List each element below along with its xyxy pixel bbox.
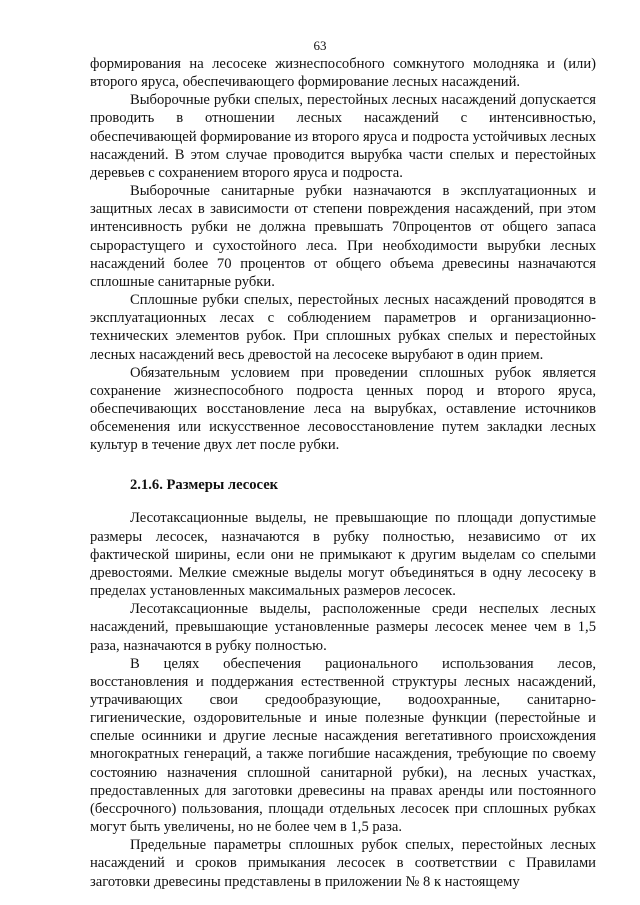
paragraph-sanitary-felling: Выборочные санитарные рубки назначаются в эксплуатационных и защитных лесах в зависимости от степени повреждения насаждений, при этом интенсивность рубки не должна превышать 70процентов от общего запаса сырорастущего и сухостойного леса. При необходимости вырубки лесных насаждений более 70 процентов от общего объема древесины назначаются сплошные санитарные рубки. (90, 183, 596, 290)
paragraph-mandatory-condition: Обязательным условием при проведении сплошных рубок является сохранение жизнеспособного подроста ценных пород и второго яруса, обеспечивающих восстановление леса на вырубках, оставление источников обсеменения или искусственное лесовосстановление путем закладки лесных культур в течение двух лет после рубки. (90, 364, 596, 454)
section-heading: 2.1.6. Размеры лесосек (130, 477, 279, 494)
paragraph-rational-use: В целях обеспечения рационального использования лесов, восстановления и поддержания естественной структуры лесных насаждений, утрачивающих свои средообразующие, водоохранные, санитарно-гигиенические, оздоровительные и иные полезные функции (перестойные и спелые осинники и другие лесные насаждения вегетативного происхождения многократных генераций, а также погибшие насаждения, требующие по своему состоянию назначения сплошной санитарной рубки), на лесных участках, предоставленных для заготовки древесины на правах аренды или постоянного (бессрочного) пользования, площади отдельных лесосек при сплошных рубках могут быть увеличены, но не более чем в 1,5 раза. (90, 655, 596, 836)
paragraph-allotments-full: Лесотаксационные выделы, не превышающие по площади допустимые размеры лесосек, назначаются в рубку полностью, независимо от их фактической ширины, если они не примыкают к другим выделам со спелыми древостоями. Мелкие смежные выделы могут объединяться в одну лесосеку в пределах установленных максимальных размеров лесосек. (90, 510, 596, 600)
paragraph-selective-felling: Выборочные рубки спелых, перестойных лесных насаждений допускается проводить в отношении лесных насаждений с интенсивностью, обеспечивающей формирование из второго яруса и подроста устойчивых лесных насаждений. В этом случае проводится вырубка части спелых и перестойных деревьев с сохранением второго яруса и подроста. (90, 92, 596, 181)
paragraph-allotments-immature: Лесотаксационные выделы, расположенные среди неспелых лесных насаждений, превышающие установленные размеры лесосек менее чем в 1,5 раза, назначаются в рубку полностью. (90, 601, 596, 654)
paragraph-limit-parameters: Предельные параметры сплошных рубок спелых, перестойных лесных насаждений и сроков примыкания лесосек в соответствии с Правилами заготовки древесины представлены в приложении № 8 к настоящему (90, 837, 596, 890)
document-body (90, 55, 596, 891)
paragraph-continuation: формирования на лесосеке жизнеспособного сомкнутого молодняка и (или) второго яруса, обеспечивающего формирование лесных насаждений. (90, 56, 596, 91)
page-number: 63 (313, 38, 327, 53)
paragraph-clear-felling: Сплошные рубки спелых, перестойных лесных насаждений проводятся в эксплуатационных лесах с соблюдением параметров и организационно-технических элементов рубок. При сплошных рубках спелых и перестойных лесных насаждений весь древостой на лесосеке вырубают в один прием. (90, 292, 596, 363)
